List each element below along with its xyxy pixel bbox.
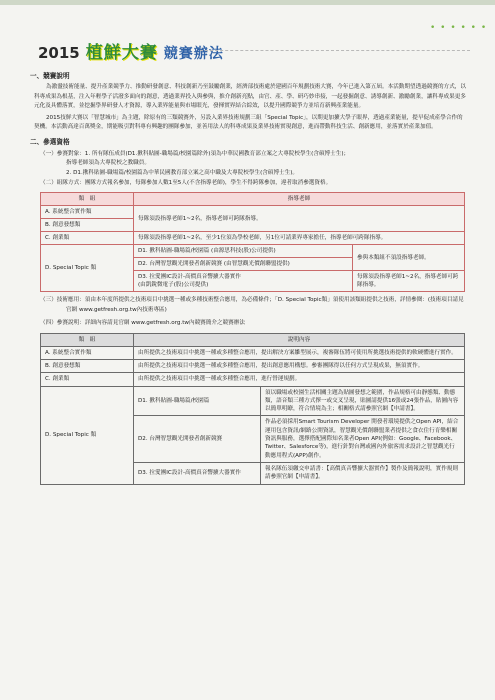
target-item-1b: 指導老師須為大專院校之教職員。: [66, 160, 150, 167]
section-heading-2: 二、參選資格: [30, 138, 70, 147]
page-title: [38, 38, 224, 63]
document-body: [22, 70, 472, 485]
table-header-row: [41, 333, 465, 346]
decorative-dots: • • • • • •: [430, 23, 488, 33]
table-row: [41, 206, 465, 219]
topic-d3: [134, 271, 353, 292]
category-description-table: [40, 333, 465, 485]
table-header: 類 組: [41, 193, 134, 206]
table-row: [41, 359, 465, 372]
topic-d3-line2: (由凱銳微電子(股)公司提供): [138, 282, 209, 289]
intro-paragraph-2: 2015技鮮大賽以「智慧城市」為主題，除原有的三類競賽外，另設入業界技術規劃三組「Special Topic」，以期更加擴大學子眼界，透過產業能量，提早促成產學合作的契機。本活動高達百萬獎金，期能吸引對科專有興趣的團隊參加，並善用法人的科專成果及業界技術實現創意，進而帶動科技生活、創新應用，並落實於產業加值。: [34, 114, 463, 131]
category-b: B. 創意發想類: [41, 219, 134, 232]
table-row: [41, 346, 465, 359]
title-brand-logo: 植鮮大賽: [85, 43, 158, 63]
title-subtitle: 競賽辦法: [163, 46, 224, 62]
target-label: （一）參賽對象：: [40, 150, 85, 157]
advisor-ab: 每隊須設指導老師1~2名，指導老師可跨隊指導。: [134, 206, 465, 232]
category-c: C. 創業類: [41, 232, 134, 245]
category-d: D. Special Topic 類: [41, 245, 134, 292]
topic-d2: D2. 台灣智慧觀光開發者創新競賽: [134, 416, 261, 462]
top-decoration-bar: [0, 0, 495, 5]
eligibility-target: [40, 150, 472, 178]
topic-d1: D1. 揪科貼圖-職場篇/校園篇 (由源思科技(股)公司提供): [134, 245, 353, 258]
table-row: [41, 373, 465, 386]
advisor-d12: 參與本類組不須設指導老師。: [353, 245, 465, 271]
table-header-row: [41, 193, 465, 206]
category-c: C. 創業類: [41, 373, 134, 386]
description-d1: 須以職場或校園生活相關主題為貼圖發想之範圍，作品規格可由靜態類、動態類，語音類三種方式擇一或交叉呈現，貼圖請提供16張或24張作品，貼圖內容以簡單明瞭，符合情境為主；相關格式請參照官網【申請書】。: [261, 386, 465, 416]
tech-application-note: （三）技術應用：須由本年度所提供之技術項目中挑選一種或多種技術整合應用，為必備條件；「D. Special Topic類」須使用該類組提供之技術，詳情參閱：(技術項目請見官網 www.getfresh.org.tw內技術專區): [40, 297, 464, 313]
topic-d3: D3. 拉愛團IC設計-高價真音響擴大器實作: [134, 462, 261, 484]
table-header: 類 組: [41, 333, 134, 346]
contest-description-note: （四）參賽說明：詳細內容請見官網 www.getfresh.org.tw內競賽簡介之競賽辦法: [40, 320, 245, 327]
title-divider: [200, 50, 470, 51]
description-c: 由所提供之技術項目中挑選一種或多種整合應用，進行營運規劃。: [134, 373, 465, 386]
category-d: D. Special Topic 類: [41, 386, 134, 484]
advisor-d3: 每隊須設指導老師1~2名，指導老師可跨隊指導。: [353, 271, 465, 292]
topic-d3-line1: D3. 拉愛團IC設計-高價真音響擴大器實作: [138, 274, 241, 281]
table-row: [41, 245, 465, 258]
topic-d2: D2. 台灣智慧觀光開發者創新競賽 (由智慧觀光價創聯盟提供): [134, 258, 353, 271]
category-b: B. 創意發想類: [41, 359, 134, 372]
section-heading-1: 一、競賽說明: [30, 72, 70, 80]
topic-d1: D1. 揪科貼圖-職場篇/校園篇: [134, 386, 261, 416]
target-item-2: 2. D1.揪科貼圖-職場篇/校園篇為中華民國教育部立案之高中職及大專院校學生(含碩博士生)。: [66, 169, 298, 176]
table-row: [41, 386, 465, 416]
table-header: 指導老師: [134, 193, 465, 206]
table-row: [41, 232, 465, 245]
title-year: 2015: [38, 44, 80, 62]
description-d2: 作品必須採用Smart Tourism Developer 開發者環境提供之Open API，結合運用包含資訊/網路公開資訊，智慧觀光價創聯盟業者提供之食衣住行育樂相關資訊與服務，選擇搭配國際知名業者Open API(例如：Google、Facebook、Twitter、Salesforce等)，進行針對台灣或國內外旅客需求設計之智慧觀光行動應用程式(APP)創作。: [261, 416, 465, 462]
advisor-c: 每隊須設指導老師1~2名，至少1位須為學校老師，另1位可請業界專家擔任，指導老師可跨隊指導。: [134, 232, 465, 245]
team-formation: （二）組隊方式：團隊方式報名參加，每隊參加人數1至5人(不含指導老師)，學生不得跨隊參加，違者取消參選資格。: [40, 180, 332, 187]
intro-paragraph-1: 為激盪技術能量、提升產業競爭力、推動研發創意、科技創新乃至鼓勵創業，經濟部技術處於建國百年規劃技術大賽，今年已進入第五屆。本活動期望透過競賽的方式，以科專成果為根基，注入年輕學子活潑多面向的創意，透過業界投入與參與，推介創新亮點，由官、產、學、研巧妙串接，一起發掘創意、誘導創新、激勵創業，讓科專成果更多元化及具體落實，並挖掘學界研發人才資源，導入業界能量與市場眼光，發揮實界結合綜效，以提升國際競爭力並培育新興產業能量。: [34, 84, 466, 110]
table-header: 說明內容: [134, 333, 465, 346]
description-d3: 報名隊伍須繳交申請書：【高價真音響擴大器實作】製作及簡報說明，實作規則請參照官網【申請書】。: [261, 462, 465, 484]
description-a: 由所提供之技術項目中挑選一種或多種整合應用，提出解決方案雛型展示，複審隊伍將可使用所挑選技術提供的軟硬體進行實作。: [134, 346, 465, 359]
category-a: A. 系統整合實作類: [41, 206, 134, 219]
category-a: A. 系統整合實作類: [41, 346, 134, 359]
advisor-table: [40, 192, 465, 292]
description-b: 由所提供之技術項目中挑選一種或多種整合應用，提出創意應用構想。參審團隊得以任何方式呈現成果，無須實作。: [134, 359, 465, 372]
target-item-1: 1. 所有隊伍成員(D1.揪科貼圖-職場篇/校園篇除外)須為中華民國教育部立案之大專院校學生(含碩博士生)；: [84, 150, 350, 157]
